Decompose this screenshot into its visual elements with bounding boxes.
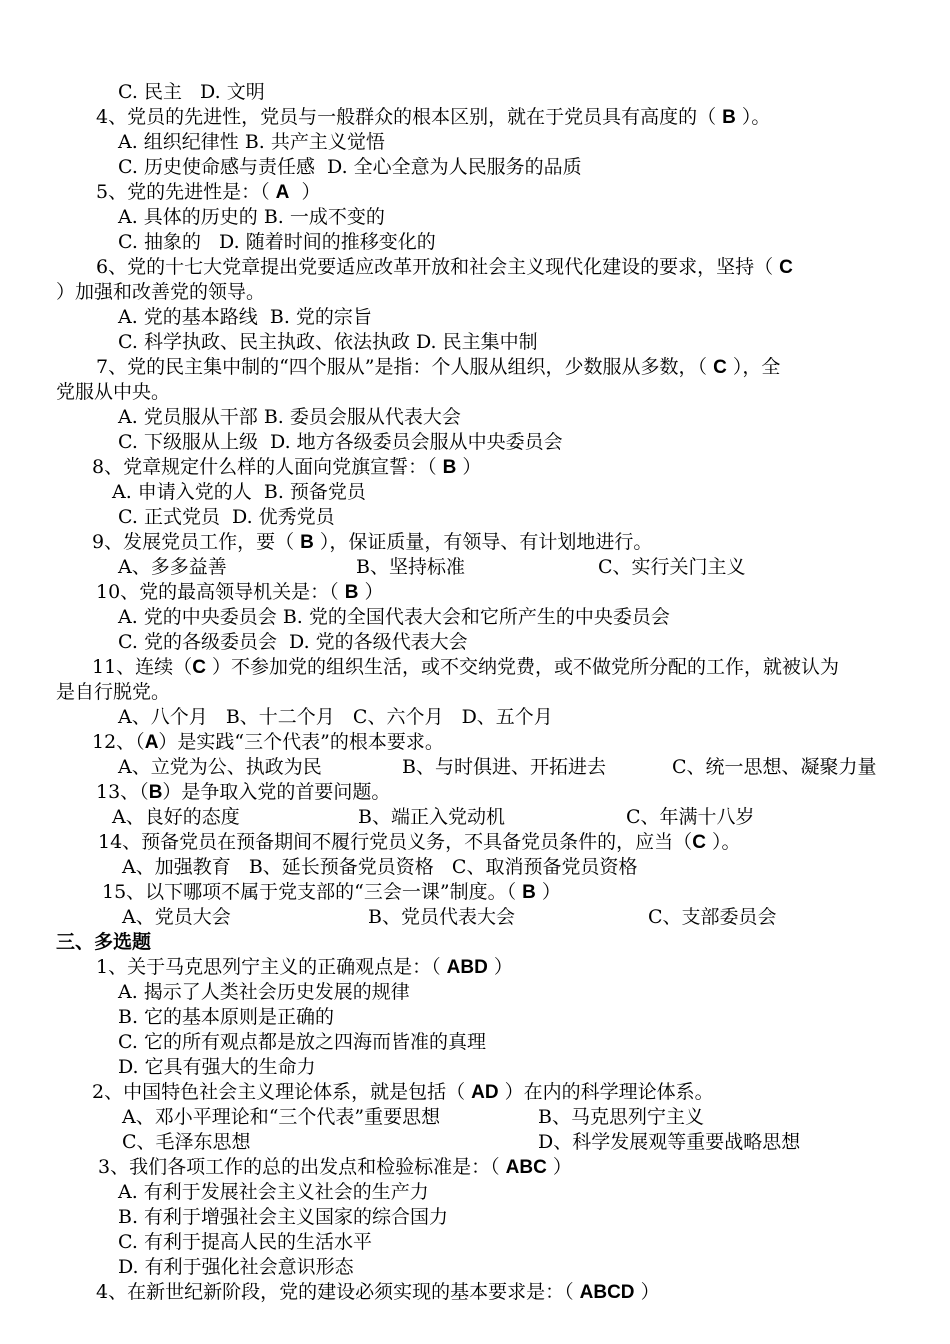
option-a: A、立党为公、执政为民 <box>118 756 322 778</box>
option-c: C、支部委员会 <box>648 906 777 928</box>
answer-key: C <box>692 832 706 853</box>
option-line: A. 党的中央委员会 B. 党的全国代表大会和它所产生的中央委员会 <box>118 606 670 628</box>
option-line: D. 它具有强大的生命力 <box>118 1056 316 1078</box>
answer-key: A <box>275 182 290 203</box>
option-line: A. 申请入党的人 B. 预备党员 <box>112 481 366 503</box>
answer-key: AD <box>471 1082 499 1103</box>
question-15: 15、以下哪项不属于党支部的“三会一课”制度。（ B ） <box>102 881 561 903</box>
option-line: A. 党的基本路线 B. 党的宗旨 <box>118 306 372 328</box>
option-line: B. 它的基本原则是正确的 <box>118 1006 335 1028</box>
option-line: A、八个月 B、十二个月 C、六个月 D、五个月 <box>118 706 553 728</box>
question-12: 12、（A）是实践“三个代表”的根本要求。 <box>92 731 444 753</box>
answer-key: B <box>722 107 736 128</box>
option-line: C. 它的所有观点都是放之四海而皆准的真理 <box>118 1031 486 1053</box>
option-line: A. 具体的历史的 B. 一成不变的 <box>118 206 385 228</box>
option-b: B、党员代表大会 <box>368 906 515 928</box>
option-b: B、端正入党动机 <box>358 806 505 828</box>
answer-key: B <box>522 882 536 903</box>
option-d: D、科学发展观等重要战略思想 <box>538 1131 801 1153</box>
option-c: C、统一思想、凝聚力量 <box>672 756 877 778</box>
mc-question-3: 3、我们各项工作的总的出发点和检验标准是：（ ABC ） <box>98 1156 572 1178</box>
question-6: 6、党的十七大党章提出党要适应改革开放和社会主义现代化建设的要求，坚持（ C <box>96 256 793 278</box>
answer-key: A <box>144 732 159 753</box>
option-a: A、邓小平理论和“三个代表”重要思想 <box>122 1106 441 1128</box>
question-4: 4、党员的先进性，党员与一般群众的根本区别，就在于党员具有高度的（ B ）。 <box>96 106 771 128</box>
question-13: 13、（B）是争取入党的首要问题。 <box>96 781 391 803</box>
question-7: 7、党的民主集中制的“四个服从”是指：个人服从组织，少数服从多数，（ C ），全 <box>96 356 781 378</box>
question-10: 10、党的最高领导机关是：（ B ） <box>96 581 384 603</box>
option-line: C. 党的各级委员会 D. 党的各级代表大会 <box>118 631 468 653</box>
option-c: C、毛泽东思想 <box>122 1131 251 1153</box>
option-line: C. 下级服从上级 D. 地方各级委员会服从中央委员会 <box>118 431 563 453</box>
answer-key: B <box>300 532 314 553</box>
option-a: A、良好的态度 <box>112 806 240 828</box>
option-b: B、坚持标准 <box>356 556 465 578</box>
answer-key: ABD <box>446 957 488 978</box>
option-b: B、与时俱进、开拓进去 <box>402 756 606 778</box>
option-line: A、加强教育 B、延长预备党员资格 C、取消预备党员资格 <box>122 856 638 878</box>
answer-key: ABC <box>505 1157 547 1178</box>
option-line: D. 有利于强化社会意识形态 <box>118 1256 354 1278</box>
question-14: 14、预备党员在预备期间不履行党员义务，不具备党员条件的，应当（C ）。 <box>98 831 741 853</box>
answer-key: ABCD <box>579 1282 635 1303</box>
question-9: 9、发展党员工作，要（ B ），保证质量，有领导、有计划地进行。 <box>92 531 653 553</box>
question-continuation: 是自行脱党。 <box>56 681 171 703</box>
question-continuation: ）加强和改善党的领导。 <box>56 281 266 303</box>
option-line: C. 历史使命感与责任感 D. 全心全意为人民服务的品质 <box>118 156 582 178</box>
option-line: A. 揭示了人类社会历史发展的规律 <box>118 981 410 1003</box>
option-line: C. 科学执政、民主执政、依法执政 D. 民主集中制 <box>118 331 538 353</box>
option-a: A、多多益善 <box>118 556 227 578</box>
option-b: B、马克思列宁主义 <box>538 1106 704 1128</box>
question-continuation: 党服从中央。 <box>56 381 171 403</box>
option-c: C、年满十八岁 <box>626 806 755 828</box>
option-line: C. 民主 D. 文明 <box>118 81 265 103</box>
question-11: 11、连续（C ）不参加党的组织生活，或不交纳党费，或不做党所分配的工作，就被认为 <box>92 656 839 678</box>
option-a: A、党员大会 <box>122 906 231 928</box>
section-heading: 三、多选题 <box>56 931 152 953</box>
question-8: 8、党章规定什么样的人面向党旗宣誓：（ B ） <box>92 456 482 478</box>
option-line: A. 组织纪律性 B. 共产主义觉悟 <box>118 131 385 153</box>
option-line: A. 有利于发展社会主义社会的生产力 <box>118 1181 429 1203</box>
answer-key: C <box>713 357 727 378</box>
mc-question-1: 1、关于马克思列宁主义的正确观点是：（ ABD ） <box>96 956 513 978</box>
answer-key: B <box>442 457 457 478</box>
mc-question-4: 4、在新世纪新阶段，党的建设必须实现的基本要求是：（ ABCD ） <box>96 1281 660 1303</box>
question-5: 5、党的先进性是：（ A ） <box>96 181 321 203</box>
option-line: A. 党员服从干部 B. 委员会服从代表大会 <box>118 406 461 428</box>
option-c: C、实行关门主义 <box>598 556 746 578</box>
answer-key: B <box>148 782 163 803</box>
option-line: B. 有利于增强社会主义国家的综合国力 <box>118 1206 449 1228</box>
answer-key: B <box>344 582 359 603</box>
answer-key: C <box>192 657 206 678</box>
answer-key: C <box>779 257 793 278</box>
option-line: C. 正式党员 D. 优秀党员 <box>118 506 335 528</box>
mc-question-2: 2、中国特色社会主义理论体系，就是包括（ AD ）在内的科学理论体系。 <box>92 1081 714 1103</box>
option-line: C. 抽象的 D. 随着时间的推移变化的 <box>118 231 436 253</box>
option-line: C. 有利于提高人民的生活水平 <box>118 1231 372 1253</box>
